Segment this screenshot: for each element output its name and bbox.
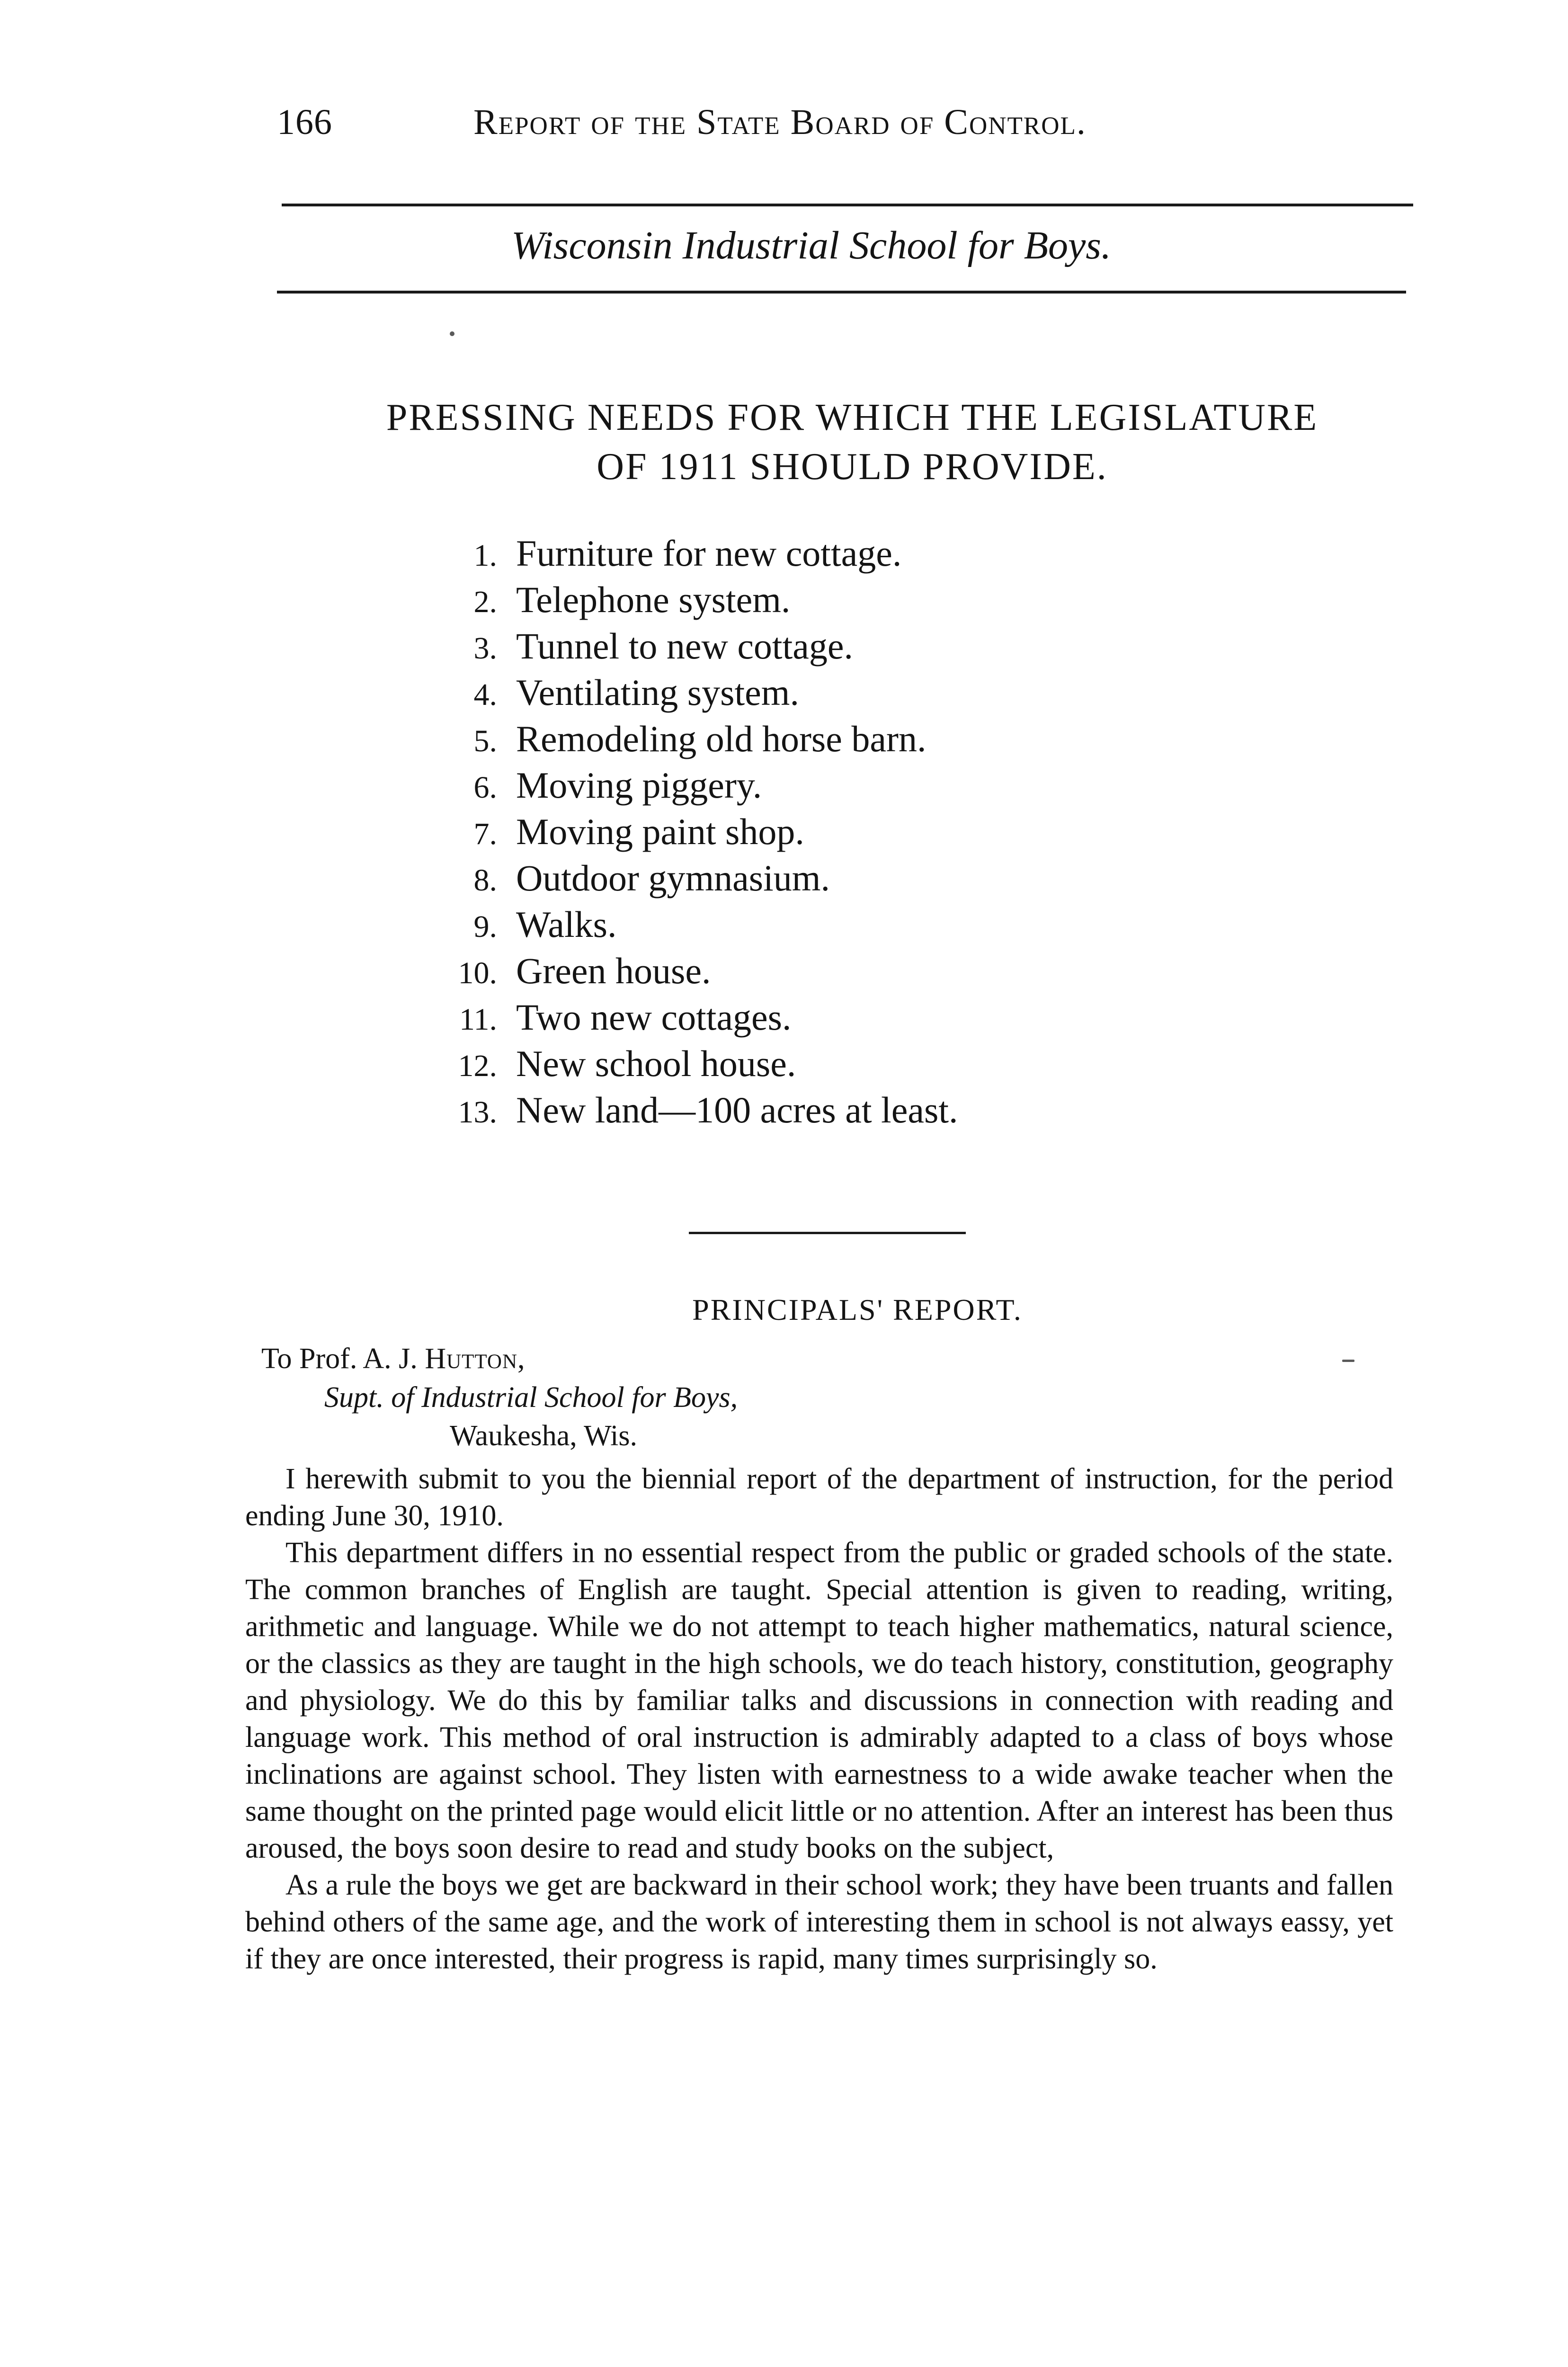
list-item xyxy=(402,762,958,809)
running-title: Report of the State Board of Control. xyxy=(473,102,1087,142)
item-number: 6. xyxy=(473,770,497,805)
item-text: Moving paint shop. xyxy=(516,811,804,852)
item-number: 7. xyxy=(473,817,497,851)
list-item xyxy=(402,901,958,948)
item-text: Remodeling old horse barn. xyxy=(516,718,927,759)
item-number: 10. xyxy=(458,956,497,990)
item-text: Outdoor gymnasium. xyxy=(516,857,830,899)
paragraph: I herewith submit to you the biennial report of the department of instruction, for the period ending June 30, 1910. xyxy=(245,1463,1393,1532)
paragraph: This department differs in no essential respect from the public or graded schools of the state. The common branches of English are taught. Special attention is given to reading, writing, arithmetic and language. While we do not attempt to teach higher mathematics, natural science, or the classics as they are taught in the high schools, we do teach history, constitution, geography and physiology. We do this by familiar talks and discussions in connection with reading and language work. This method of oral instruction is admirably adapted to a class of boys whose inclinations are against school. They listen with earnestness to a wide awake teacher when the same thought on the printed page would elicit little or no attention. After an interest has been thus aroused, the boys soon desire to read and study books on the subject, xyxy=(245,1537,1393,1864)
item-number: 11. xyxy=(459,1002,497,1037)
list-item xyxy=(402,809,958,855)
item-text: Tunnel to new cottage. xyxy=(516,625,854,667)
item-text: Green house. xyxy=(516,950,711,991)
ink-dash xyxy=(1342,1360,1354,1362)
list-item xyxy=(402,530,958,577)
item-text: Walks. xyxy=(516,904,617,945)
list-item xyxy=(402,669,958,716)
page-number: 166 xyxy=(277,102,332,142)
list-item xyxy=(402,948,958,994)
item-number: 2. xyxy=(473,585,497,619)
top-rule xyxy=(282,204,1413,206)
list-item xyxy=(402,1041,958,1087)
item-number: 1. xyxy=(473,538,497,573)
section-divider xyxy=(689,1232,966,1234)
item-text: Furniture for new cottage. xyxy=(516,533,902,574)
addressee-line xyxy=(261,1342,526,1376)
bottom-rule xyxy=(277,291,1406,294)
item-text: Ventilating system. xyxy=(516,672,799,713)
list-item xyxy=(402,855,958,901)
ink-speck xyxy=(450,331,454,336)
addressee-city: Waukesha, Wis. xyxy=(450,1420,638,1452)
addressee-title: Supt. of Industrial School for Boys, xyxy=(324,1381,738,1414)
needs-list xyxy=(402,530,958,1133)
item-text: Two new cottages. xyxy=(516,997,792,1038)
item-number: 5. xyxy=(473,724,497,758)
item-number: 12. xyxy=(458,1049,497,1083)
item-number: 9. xyxy=(473,909,497,944)
list-item xyxy=(402,577,958,623)
item-number: 3. xyxy=(473,631,497,666)
item-text: New school house. xyxy=(516,1043,796,1084)
addressee-prefix: To Prof. A. J. xyxy=(261,1343,425,1375)
list-item xyxy=(402,994,958,1041)
needs-heading-line-1: PRESSING NEEDS FOR WHICH THE LEGISLATURE xyxy=(386,397,1319,438)
list-item xyxy=(402,623,958,669)
addressee-name: Hutton, xyxy=(425,1343,526,1375)
item-number: 8. xyxy=(473,863,497,898)
needs-heading-line-2: OF 1911 SHOULD PROVIDE. xyxy=(597,446,1108,488)
list-item xyxy=(402,716,958,762)
item-text: Moving piggery. xyxy=(516,765,762,806)
institution-title: Wisconsin Industrial School for Boys. xyxy=(511,223,1111,267)
item-text: New land—100 acres at least. xyxy=(516,1089,958,1130)
running-head xyxy=(277,102,1271,154)
paragraph: As a rule the boys we get are backward in their school work; they have been truants and fallen behind others of the same age, and the work of interesting them in school is not always eassy, yet if they are once interested, their progress is rapid, many times surprisingly so. xyxy=(245,1869,1393,1975)
item-text: Telephone system. xyxy=(516,579,791,620)
item-number: 4. xyxy=(473,677,497,712)
list-item xyxy=(402,1087,958,1133)
report-body xyxy=(245,1460,1393,1977)
report-title: PRINCIPALS' REPORT. xyxy=(692,1293,1023,1326)
item-number: 13. xyxy=(458,1095,497,1130)
needs-heading xyxy=(284,393,1420,491)
